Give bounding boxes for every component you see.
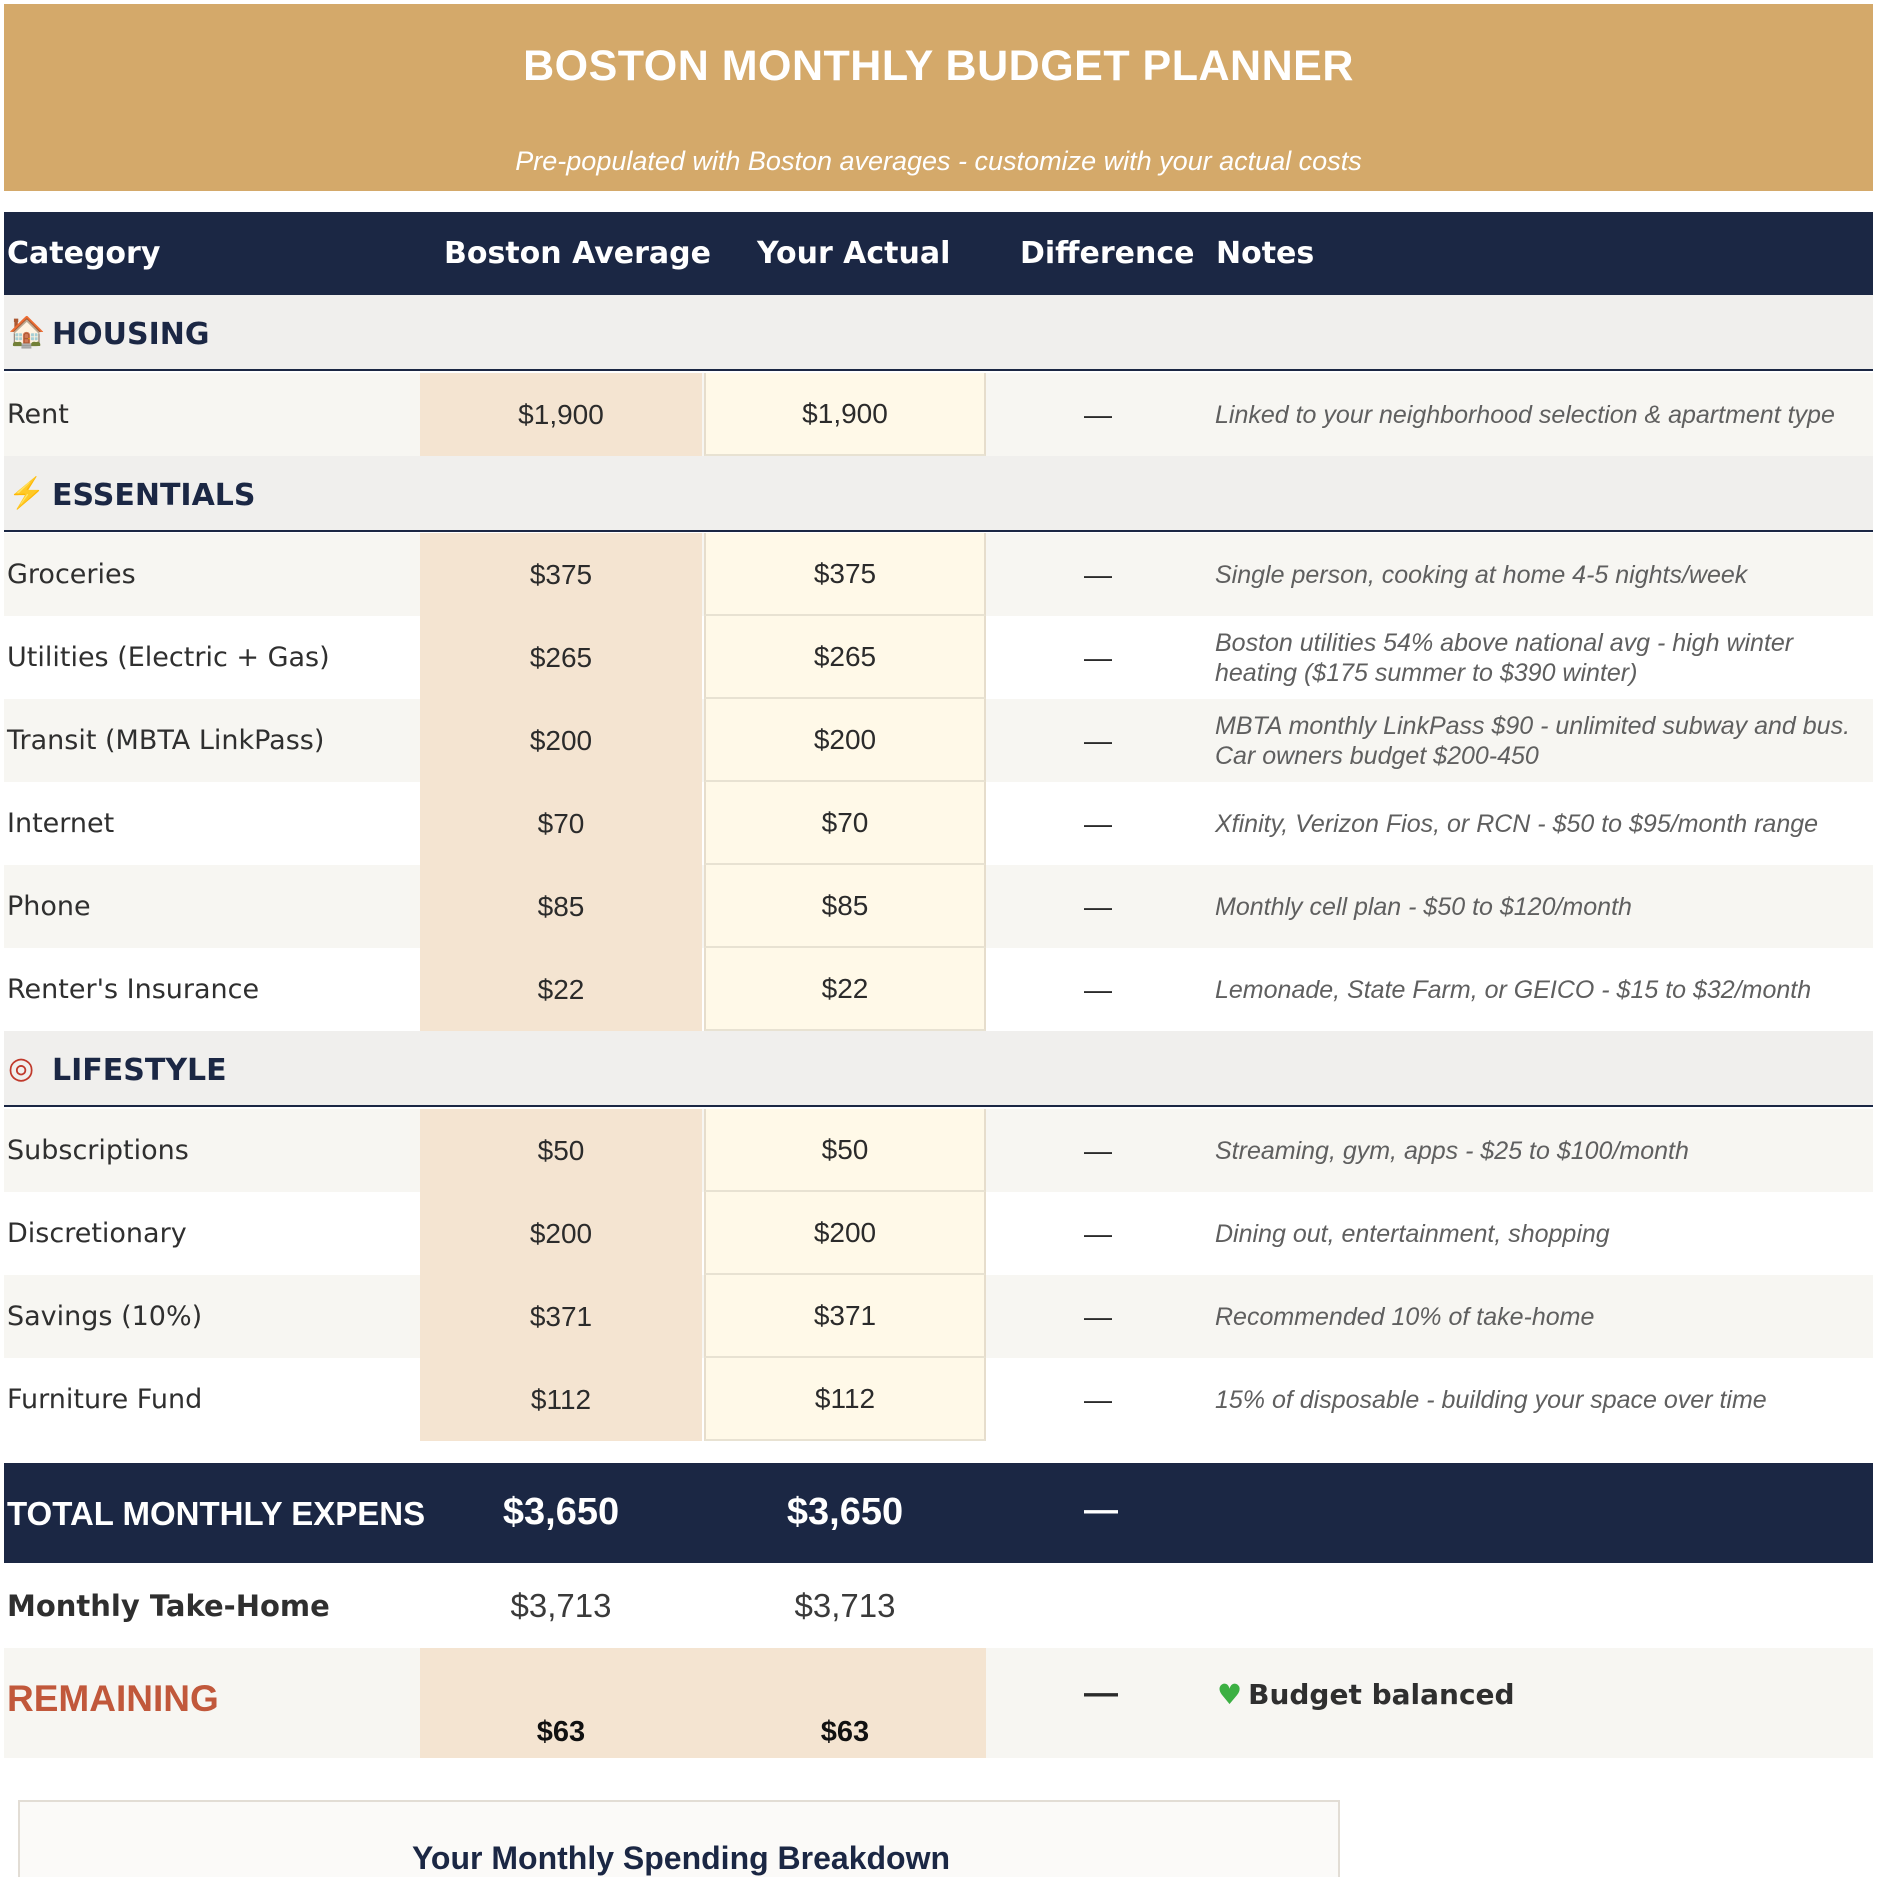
section-essentials (4, 456, 1873, 532)
row-difference: — (1084, 1300, 1112, 1332)
row-average: $70 (420, 782, 702, 865)
row-note: 15% of disposable - building your space over time (1215, 1385, 1767, 1414)
row-actual-input[interactable]: $200 (704, 1192, 986, 1275)
remaining-row (4, 1648, 1873, 1758)
row-actual-input[interactable]: $50 (704, 1109, 986, 1192)
table-row (4, 533, 1873, 616)
remaining-difference: — (1084, 1674, 1118, 1712)
takehome-row (4, 1563, 1873, 1648)
table-row (4, 782, 1873, 865)
total-difference: — (1084, 1491, 1118, 1529)
row-note: Linked to your neighborhood selection & apartment type (1215, 400, 1835, 429)
row-actual-input[interactable]: $200 (704, 699, 986, 782)
row-difference: — (1084, 558, 1112, 590)
row-difference: — (1084, 398, 1112, 430)
row-category: Discretionary (7, 1218, 187, 1249)
row-actual-input[interactable]: $265 (704, 616, 986, 699)
row-average: $112 (420, 1358, 702, 1441)
row-note: Recommended 10% of take-home (1215, 1302, 1595, 1331)
row-actual-input[interactable]: $112 (704, 1358, 986, 1441)
row-note: Lemonade, State Farm, or GEICO - $15 to $32/month (1215, 975, 1812, 1004)
header-difference: Difference (1020, 236, 1195, 271)
takehome-actual-input[interactable]: $3,713 (794, 1587, 896, 1624)
takehome-label: Monthly Take-Home (7, 1589, 330, 1623)
house-icon: 🏠 (8, 316, 46, 349)
remaining-label: REMAINING (7, 1678, 219, 1719)
page-subtitle: Pre-populated with Boston averages - customize with your actual costs (515, 146, 1362, 176)
row-note: Single person, cooking at home 4-5 nights/week (1215, 560, 1748, 589)
row-category: Groceries (7, 559, 136, 590)
row-category: Savings (10%) (7, 1301, 203, 1332)
row-difference: — (1084, 641, 1112, 673)
row-actual-input[interactable]: $85 (704, 865, 986, 948)
header-category: Category (7, 236, 161, 271)
section-lifestyle (4, 1031, 1873, 1107)
spending-breakdown-card (18, 1800, 1340, 1877)
row-difference: — (1084, 1383, 1112, 1415)
row-category: Phone (7, 891, 91, 922)
row-average: $265 (420, 616, 702, 699)
header-average: Boston Average (444, 236, 711, 271)
row-actual-input[interactable]: $70 (704, 782, 986, 865)
table-row (4, 373, 1873, 456)
row-note: MBTA monthly LinkPass $90 - unlimited subway and bus. Car owners budget $200-450 (1215, 711, 1851, 770)
row-actual-input[interactable]: $371 (704, 1275, 986, 1358)
header-actual: Your Actual (757, 236, 951, 271)
remaining-actual: $63 (820, 1716, 870, 1748)
row-category: Transit (MBTA LinkPass) (7, 725, 325, 756)
row-difference: — (1084, 807, 1112, 839)
row-note: Boston utilities 54% above national avg - high winter heating ($175 summer to $390 winter) (1215, 628, 1794, 687)
table-row (4, 699, 1873, 782)
budget-status-text: Budget balanced (1248, 1678, 1515, 1711)
target-icon: ◎ (8, 1052, 35, 1085)
section-housing (4, 295, 1873, 371)
table-row (4, 1275, 1873, 1358)
total-row (4, 1463, 1873, 1563)
row-average: $371 (420, 1275, 702, 1358)
table-row (4, 865, 1873, 948)
green-heart-icon: ♥ (1217, 1678, 1243, 1711)
row-category: Utilities (Electric + Gas) (7, 642, 330, 673)
takehome-average: $3,713 (510, 1587, 612, 1624)
section-label: LIFESTYLE (52, 1053, 227, 1088)
row-note: Monthly cell plan - $50 to $120/month (1215, 892, 1632, 921)
table-row (4, 948, 1873, 1031)
budget-status (1217, 1678, 1515, 1711)
row-category: Internet (7, 808, 115, 839)
row-average: $85 (420, 865, 702, 948)
total-actual: $3,650 (786, 1491, 904, 1533)
row-actual-input[interactable]: $375 (704, 533, 986, 616)
row-difference: — (1084, 890, 1112, 922)
section-label: ESSENTIALS (52, 478, 256, 513)
table-row (4, 1192, 1873, 1275)
page-title: BOSTON MONTHLY BUDGET PLANNER (523, 42, 1354, 90)
row-actual-input[interactable]: $1,900 (704, 373, 986, 456)
section-label: HOUSING (52, 317, 210, 352)
row-note: Streaming, gym, apps - $25 to $100/month (1215, 1136, 1689, 1165)
row-average: $50 (420, 1109, 702, 1192)
title-banner (4, 4, 1873, 191)
row-note: Xfinity, Verizon Fios, or RCN - $50 to $95/month range (1215, 809, 1819, 838)
table-row (4, 1358, 1873, 1441)
header-notes: Notes (1216, 236, 1315, 271)
row-category: Subscriptions (7, 1135, 189, 1166)
row-difference: — (1084, 1217, 1112, 1249)
total-label: TOTAL MONTHLY EXPENS (7, 1495, 426, 1532)
row-average: $1,900 (420, 373, 702, 456)
row-average: $200 (420, 1192, 702, 1275)
row-category: Furniture Fund (7, 1384, 203, 1415)
row-difference: — (1084, 724, 1112, 756)
row-actual-input[interactable]: $22 (704, 948, 986, 1031)
remaining-average: $63 (536, 1716, 586, 1748)
row-note: Dining out, entertainment, shopping (1215, 1219, 1610, 1248)
table-row (4, 616, 1873, 699)
row-category: Rent (7, 399, 69, 430)
row-difference: — (1084, 1134, 1112, 1166)
total-average: $3,650 (502, 1491, 620, 1533)
row-average: $200 (420, 699, 702, 782)
row-difference: — (1084, 973, 1112, 1005)
table-header (4, 212, 1873, 295)
chart-title: Your Monthly Spending Breakdown (411, 1840, 951, 1876)
row-average: $375 (420, 533, 702, 616)
row-category: Renter's Insurance (7, 974, 260, 1005)
lightning-icon: ⚡ (8, 477, 46, 510)
row-average: $22 (420, 948, 702, 1031)
table-row (4, 1109, 1873, 1192)
